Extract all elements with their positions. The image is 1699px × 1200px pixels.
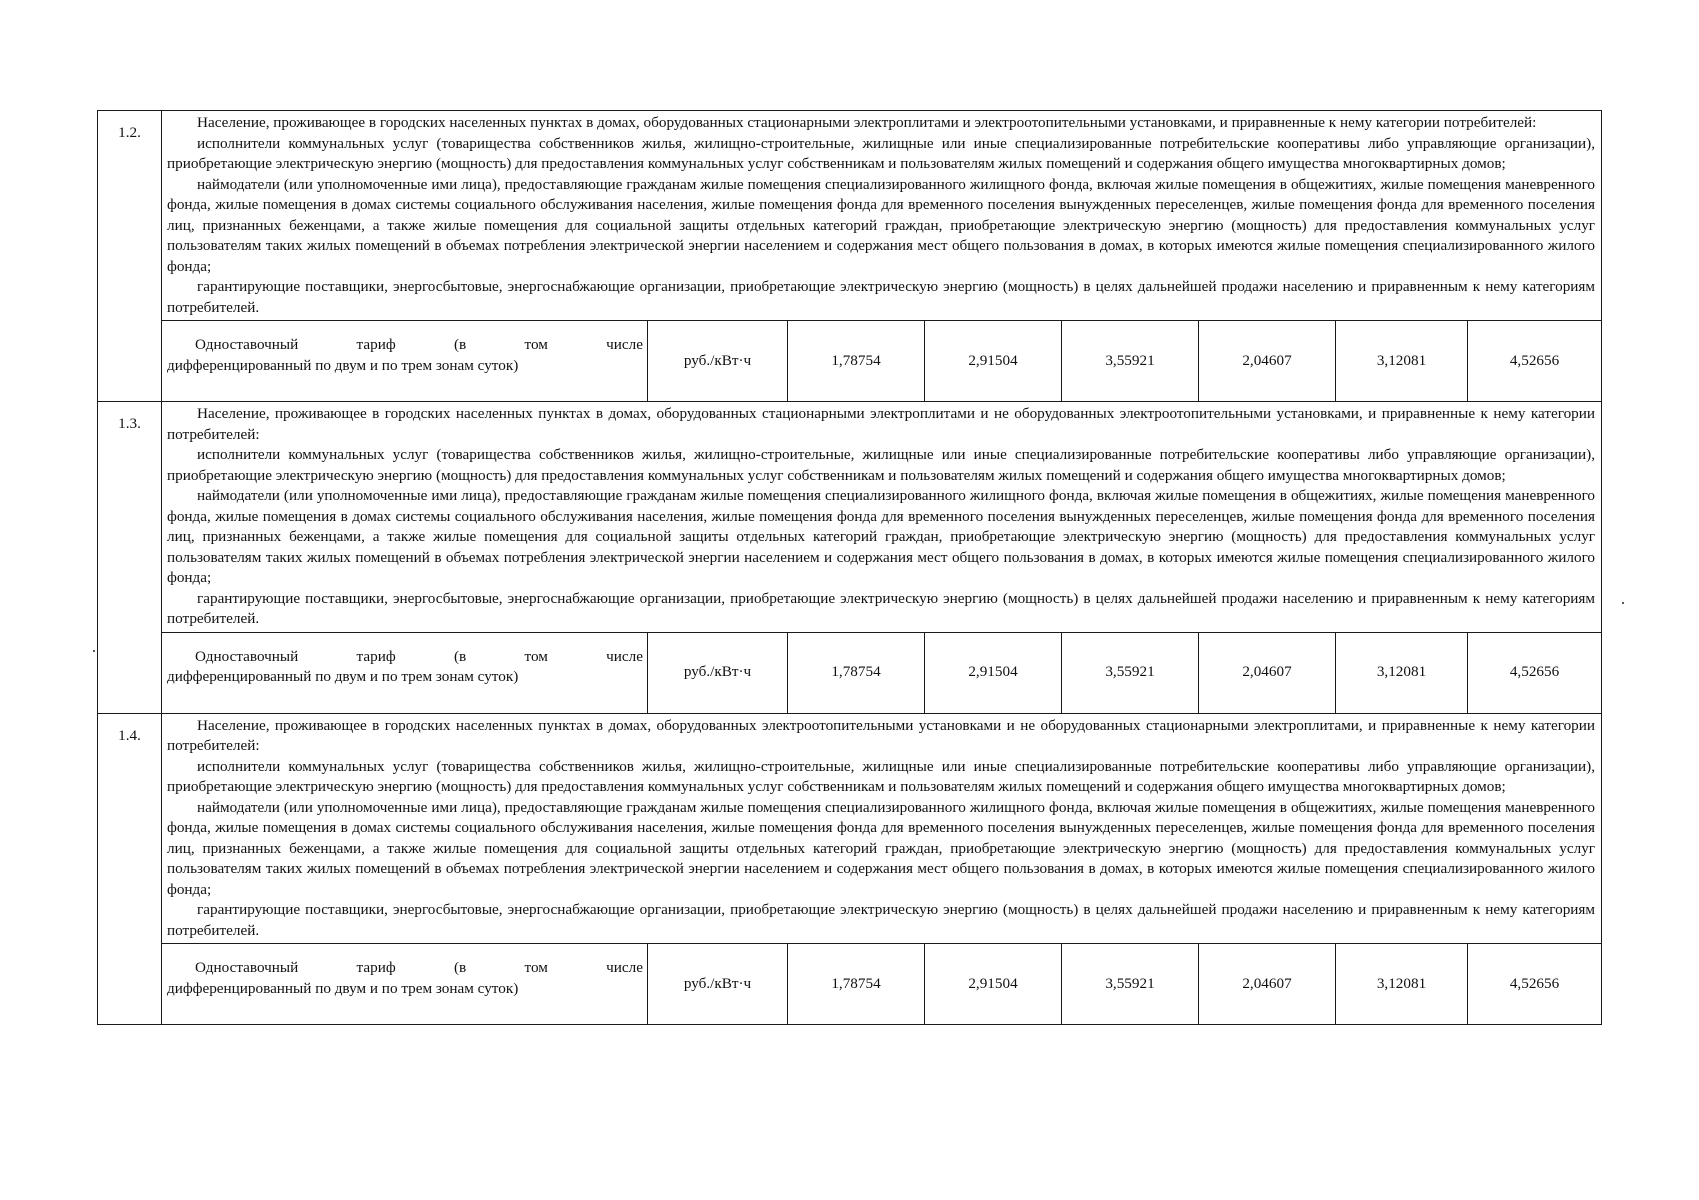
tariff-value-cell: 3,12081 [1336, 632, 1468, 713]
description-paragraph: гарантирующие поставщики, энергосбытовые, энергоснабжающие организации, приобретающие электрическую энергию (мощность) в целях дальнейшей продажи населению и приравненным к нему категориям потребителей. [167, 589, 1596, 627]
tariff-value-cell: 3,12081 [1336, 944, 1468, 1025]
tariff-value-cell: 1,78754 [788, 944, 925, 1025]
tariff-value-cell: 2,91504 [925, 944, 1062, 1025]
description-paragraph: наймодатели (или уполномоченные ими лица), предоставляющие гражданам жилые помещения специализированного жилищного фонда, включая жилые помещения в общежитиях, жилые помещения маневренного фонда, жилые помещения в домах системы социального обслуживания населения, жилые помещения фонда для временного поселения вынужденных переселенцев, жилые помещения фонда для временного поселения лиц, признанных беженцами, а также жилые помещения для социальной защиты отдельных категорий граждан, приобретающие электрическую энергию (мощность) для предоставления коммунальных услуг пользователям таких жилых помещений в объемах потребления электрической энергии населением и содержания мест общего пользования в домах, в которых имеются жилые помещения специализированного жилого фонда; [167, 175, 1596, 275]
tariff-name-line: Одноставочный тариф (в том числе [195, 336, 643, 353]
tariff-name-line: дифференцированный по двум и по трем зонам суток) [167, 356, 519, 374]
tariff-value-cell: 2,04607 [1199, 944, 1336, 1025]
unit-cell: руб./кВт·ч [648, 321, 788, 402]
description-paragraph: Население, проживающее в городских населенных пунктах в домах, оборудованных стационарными электроплитами и электроотопительными установками, и приравненные к нему категории потребителей: [197, 114, 1537, 131]
tariff-name [162, 944, 648, 1025]
tariff-row [98, 632, 1602, 713]
description-paragraph: гарантирующие поставщики, энергосбытовые, энергоснабжающие организации, приобретающие электрическую энергию (мощность) в целях дальнейшей продажи населению и приравненным к нему категориям потребителей. [167, 278, 1596, 316]
section-description [162, 111, 1602, 321]
tariff-name [162, 632, 648, 713]
tariff-value-cell: 2,04607 [1199, 632, 1336, 713]
tariff-value-cell: 2,04607 [1199, 321, 1336, 402]
tariff-row [98, 944, 1602, 1025]
unit-cell: руб./кВт·ч [648, 632, 788, 713]
tariff-name-line: Одноставочный тариф (в том числе [195, 647, 643, 665]
tariff-value-cell: 1,78754 [788, 321, 925, 402]
section-description-row [98, 713, 1602, 944]
scan-speck [93, 650, 95, 652]
tariff-value-cell: 1,78754 [788, 632, 925, 713]
tariff-value-cell: 4,52656 [1468, 632, 1602, 713]
section-number: 1.2. [98, 111, 162, 402]
description-paragraph: Население, проживающее в городских населенных пунктах в домах, оборудованных стационарными электроплитами и не оборудованных электроотопительными установками, и приравненные к нему категории потребителей: [167, 405, 1596, 443]
section-number: 1.3. [98, 402, 162, 714]
section-description-row [98, 111, 1602, 321]
scan-speck [1622, 602, 1624, 604]
section-description [162, 713, 1602, 944]
tariff-name-line: дифференцированный по двум и по трем зонам суток) [167, 979, 519, 997]
description-paragraph: Население, проживающее в городских населенных пунктах в домах, оборудованных электроотопительными установками и не оборудованных стационарными электроплитами, и приравненные к нему категории потребителей: [167, 716, 1596, 754]
description-paragraph: исполнители коммунальных услуг (товарищества собственников жилья, жилищно-строительные, жилищные или иные специализированные потребительские кооперативы либо управляющие организации), приобретающие электрическую энергию (мощность) для предоставления коммунальных услуг собственникам и пользователям жилых помещений и содержания общего имущества многоквартирных домов; [167, 134, 1596, 172]
tariff-value-cell: 3,55921 [1062, 632, 1199, 713]
description-paragraph: исполнители коммунальных услуг (товарищества собственников жилья, жилищно-строительные, жилищные или иные специализированные потребительские кооперативы либо управляющие организации), приобретающие электрическую энергию (мощность) для предоставления коммунальных услуг собственникам и пользователям жилых помещений и содержания общего имущества многоквартирных домов; [167, 757, 1596, 795]
tariff-value-cell: 3,55921 [1062, 944, 1199, 1025]
tariff-value-cell: 2,91504 [925, 321, 1062, 402]
tariff-value-cell: 3,12081 [1336, 321, 1468, 402]
tariff-table [97, 110, 1602, 1025]
description-paragraph: гарантирующие поставщики, энергосбытовые, энергоснабжающие организации, приобретающие электрическую энергию (мощность) в целях дальнейшей продажи населению и приравненным к нему категориям потребителей. [167, 901, 1596, 939]
tariff-name-line: дифференцированный по двум и по трем зонам суток) [167, 668, 519, 685]
description-paragraph: исполнители коммунальных услуг (товарищества собственников жилья, жилищно-строительные, жилищные или иные специализированные потребительские кооперативы либо управляющие организации), приобретающие электрическую энергию (мощность) для предоставления коммунальных услуг собственникам и пользователям жилых помещений и содержания общего имущества многоквартирных домов; [167, 446, 1596, 484]
description-paragraph: наймодатели (или уполномоченные ими лица), предоставляющие гражданам жилые помещения специализированного жилищного фонда, включая жилые помещения в общежитиях, жилые помещения маневренного фонда, жилые помещения в домах системы социального обслуживания населения, жилые помещения фонда для временного поселения вынужденных переселенцев, жилые помещения фонда для временного поселения лиц, признанных беженцами, а также жилые помещения для социальной защиты отдельных категорий граждан, приобретающие электрическую энергию (мощность) для предоставления коммунальных услуг пользователям таких жилых помещений в объемах потребления электрической энергии населением и содержания мест общего пользования в домах, в которых имеются жилые помещения специализированного жилого фонда; [167, 798, 1596, 898]
section-description [162, 402, 1602, 633]
tariff-value-cell: 4,52656 [1468, 944, 1602, 1025]
tariff-value-cell: 2,91504 [925, 632, 1062, 713]
tariff-name [162, 321, 648, 402]
section-number: 1.4. [98, 713, 162, 1025]
unit-cell: руб./кВт·ч [648, 944, 788, 1025]
tariff-value-cell: 3,55921 [1062, 321, 1199, 402]
tariff-row [98, 321, 1602, 402]
tariff-value-cell: 4,52656 [1468, 321, 1602, 402]
section-description-row [98, 402, 1602, 633]
description-paragraph: наймодатели (или уполномоченные ими лица), предоставляющие гражданам жилые помещения специализированного жилищного фонда, включая жилые помещения в общежитиях, жилые помещения маневренного фонда, жилые помещения в домах системы социального обслуживания населения, жилые помещения фонда для временного поселения вынужденных переселенцев, жилые помещения фонда для временного поселения лиц, признанных беженцами, а также жилые помещения для социальной защиты отдельных категорий граждан, приобретающие электрическую энергию (мощность) для предоставления коммунальных услуг пользователям таких жилых помещений в объемах потребления электрической энергии населением и содержания мест общего пользования в домах, в которых имеются жилые помещения специализированного жилого фонда; [167, 487, 1596, 586]
tariff-name-line: Одноставочный тариф (в том числе [195, 959, 643, 976]
